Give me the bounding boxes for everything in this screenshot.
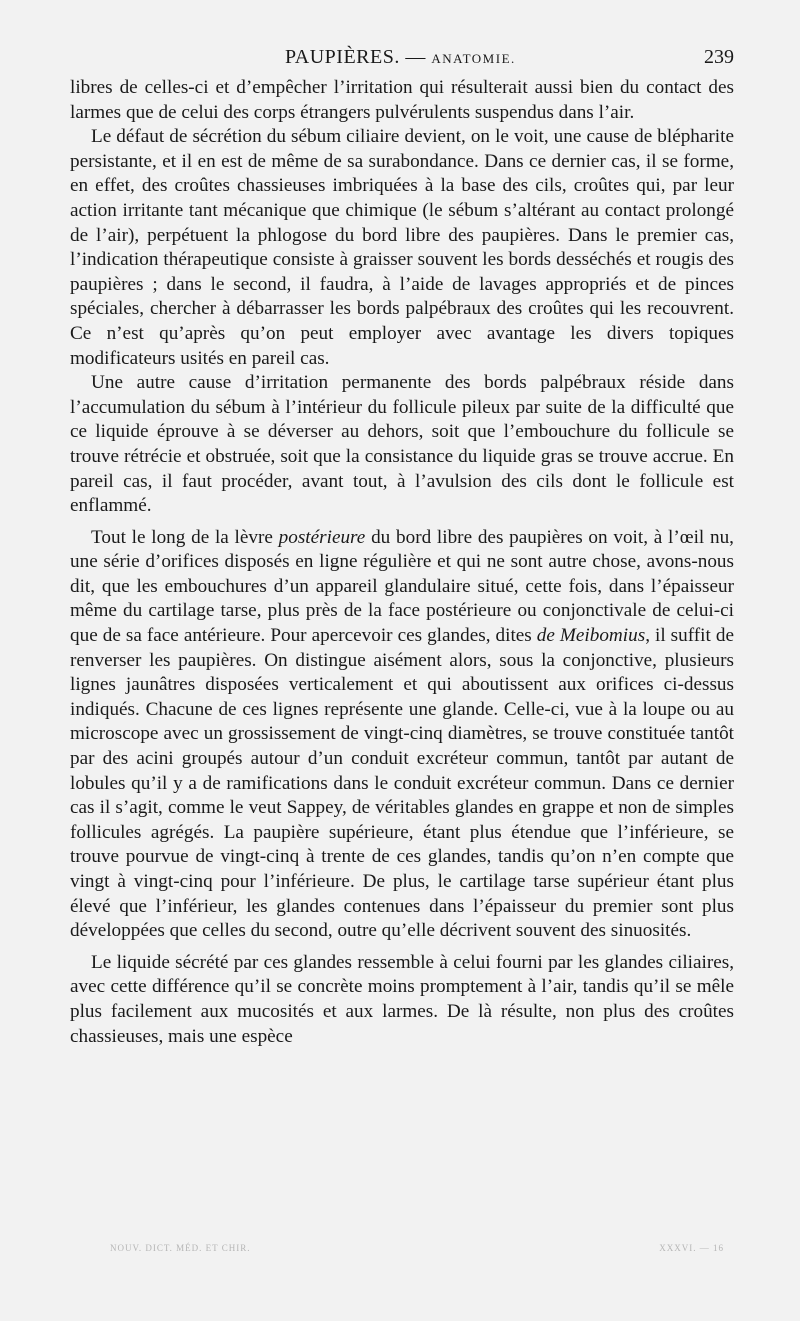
body-text	[70, 76, 734, 1049]
running-header	[70, 42, 734, 72]
footer-left: NOUV. DICT. MÉD. ET CHIR.	[110, 1243, 251, 1253]
meibomian-text-end: , il suffit de renverser les paupières. On distingue aisément alors, sous la conjonctive, plusieurs lignes jaunâtres disposées verticalement et qui aboutissent aux orifices ci-dessus indiqués. Chacune de ces lignes représente une glande. Celle-ci, vue à la loupe ou au microscope avec un grossissement de vingt-cinq diamètres, se trouve constituée tantôt par des acini groupés autour d’un conduit excréteur commun, tantôt par autant de lobules qu’il y a de ramifications dans le conduit excréteur commun. Dans ce dernier cas il s’agit, comme le veut Sappey, de véritables glandes en grappe et non de simples follicules agrégés. La paupière supérieure, étant plus étendue que l’inférieure, se trouve pourvue de vingt-cinq à trente de ces glandes, tandis qu’on n’en compte que vingt à vingt-cinq pour l’inférieure. De plus, le cartilage tarse supérieur étant plus élevé que l’inférieur, les glandes contenues dans l’épaisseur du premier sont plus développées que celles du second, outre qu’elle décrivent souvent des sinuosités.	[70, 625, 734, 942]
paragraph-irritation-cause: Une autre cause d’irritation permanente des bords palpébraux réside dans l’accumulation du sébum à l’intérieur du follicule pileux par suite de la difficulté que ce liquide éprouve à se déverser au dehors, soit que l’embouchure du follicule se trouve rétrécie et obstruée, soit que la consistance du liquide gras se trouve accrue. En pareil cas, il faut procéder, avant tout, à l’avulsion des cils dont le follicule est enflammé.	[70, 372, 734, 517]
paragraph-meibomian-glands	[70, 526, 734, 944]
chapter-title: PAUPIÈRES.	[285, 46, 400, 68]
italic-meibomius: de Meibomius	[536, 625, 646, 647]
running-title	[285, 42, 516, 74]
italic-posterieure: postérieure	[278, 526, 366, 548]
meibomian-text-start: Tout le long de la lèvre	[91, 526, 279, 548]
paragraph-continued: libres de celles-ci et d’empêcher l’irritation qui résulterait aussi bien du contact des larmes que de celui des corps étrangers pulvérulents suspendus dans l’air.	[70, 77, 734, 123]
page-number: 239	[704, 46, 734, 68]
section-subtitle: ANATOMIE.	[431, 51, 516, 66]
footer-right: XXXVI. — 16	[659, 1243, 724, 1253]
footer-signature	[70, 1243, 734, 1257]
page	[70, 42, 734, 1049]
meibomian-text-middle: du bord libre des paupières on voit, à l’œil nu, une série d’orifices disposés en ligne régulière et qui ne sont autre chose, avons-nous dit, que les embouchures d’un appareil glandulaire situé, cette fois, dans l’épaisseur même du cartilage tarse, plus près de la face postérieure ou conjonctivale de celui-ci que de sa face antérieure. Pour apercevoir ces glandes, dites	[70, 526, 734, 647]
paragraph-secreted-liquid: Le liquide sécrété par ces glandes ressemble à celui fourni par les glandes ciliaires, avec cette différence qu’il se concrète moins promptement à l’air, tandis qu’il se mêle plus facilement aux mucosités et aux larmes. De là résulte, non plus des croûtes chassieuses, mais une espèce	[70, 951, 734, 1047]
title-dash: —	[405, 46, 426, 68]
paragraph-sebum-defect: Le défaut de sécrétion du sébum ciliaire devient, on le voit, une cause de blépharite persistante, et il en est de même de sa surabondance. Dans ce dernier cas, il se forme, en effet, des croûtes chassieuses imbriquées à la base des cils, croûtes qui, par leur action irritante tant mécanique que chimique (le sébum s’altérant au contact prolongé de l’air), perpétuent la phlogose du bord libre des paupières. Dans le premier cas, l’indication thérapeutique consiste à graisser souvent les bords desséchés et rougis des paupières ; dans le second, il faudra, à l’aide de lavages appropriés et de pinces spéciales, chercher à débarrasser les bords palpébraux des croûtes qui les recouvrent. Ce n’est qu’après qu’on peut employer avec avantage les divers topiques modificateurs usités en pareil cas.	[70, 126, 734, 369]
